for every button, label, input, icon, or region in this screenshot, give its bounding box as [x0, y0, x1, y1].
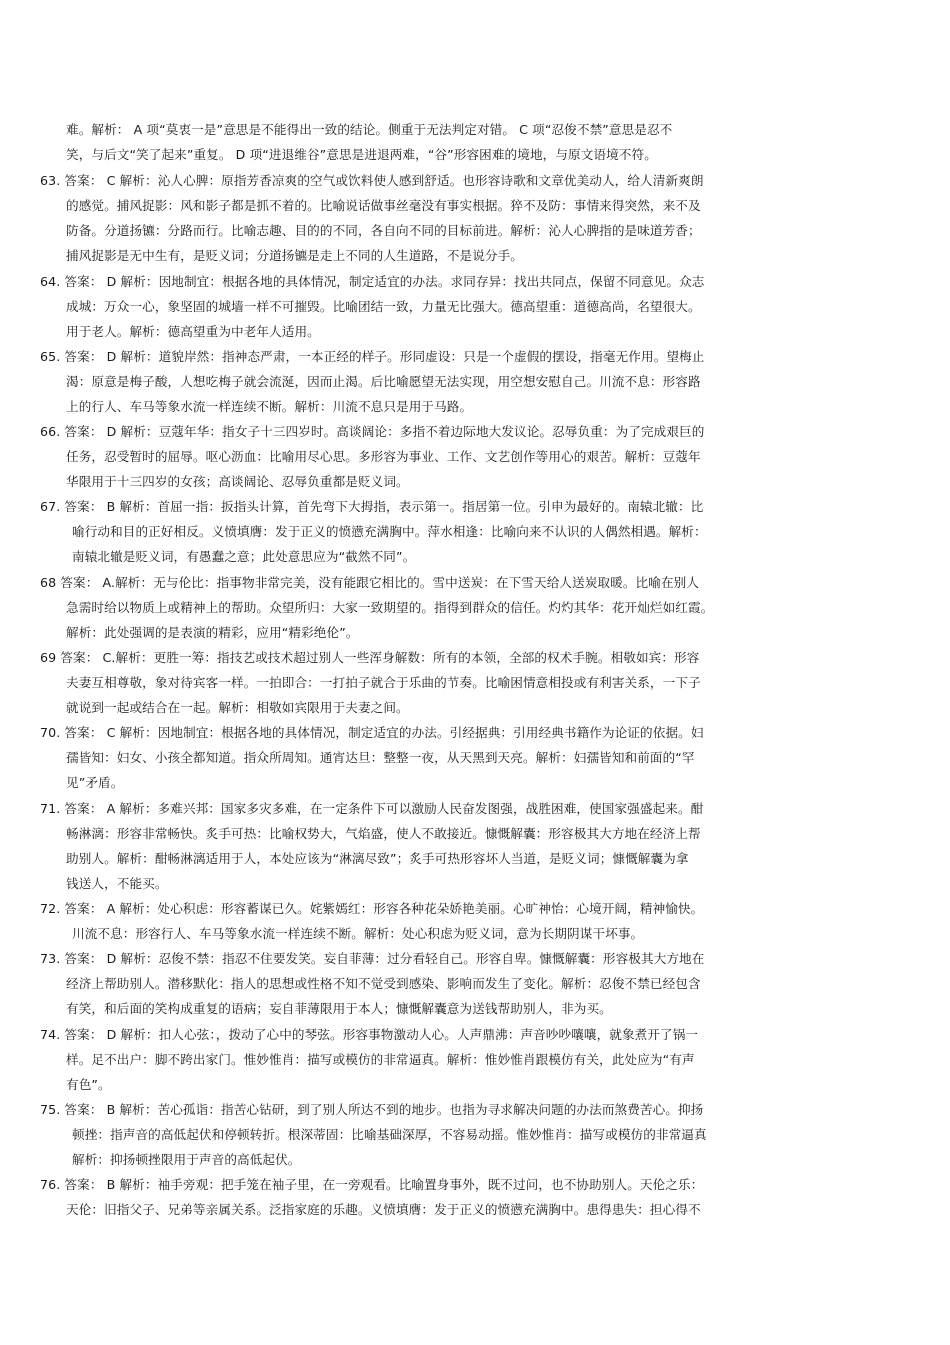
text-line: 用于老人。解析：德高望重为中老年人适用。	[66, 324, 320, 339]
text-line: 喻行动和目的正好相反。义愤填膺：发于正义的愤懑充满胸中。萍水相逢：比喻向来不认识的人偶然相遇。解析：	[72, 524, 707, 539]
text-line: 急需时给以物质上或精神上的帮助。众望所归：大家一致期望的。指得到群众的信任。灼灼其华：花开灿烂如红霞。	[66, 600, 714, 615]
text-line: 65. 答案： D 解析：道貌岸然：指神态严肃，一本正经的样子。形同虚设：只是一个虚假的摆设，指毫无作用。望梅止	[40, 349, 705, 364]
text-line: 畅淋漓：形容非常畅快。炙手可热：比喻权势大，气焰盛，使人不敢接近。慷慨解囊：形容极其大方地在经济上帮	[66, 826, 701, 841]
text-line: 钱送人，不能买。	[66, 876, 168, 891]
text-line: 63. 答案： C 解析：沁人心脾：原指芳香凉爽的空气或饮料使人感到舒适。也形容诗歌和文章优美动人，给人清新爽朗	[40, 173, 704, 188]
text-line: 渴：原意是梅子酸，人想吃梅子就会流涎，因而止渴。后比喻愿望无法实现，用空想安慰自己。川流不息：形容路	[66, 374, 701, 389]
text-line: 夫妻互相尊敬，象对待宾客一样。一拍即合：一打拍子就合于乐曲的节奏。比喻困情意相投或有利害关系，一下子	[66, 675, 701, 690]
text-line: 76. 答案： B 解析：袖手旁观：把手笼在袖子里，在一旁观看。比喻置身事外，既不过问，也不协助别人。天伦之乐：	[40, 1177, 704, 1192]
text-line: 难。解析： A 项“莫衷一是”意思是不能得出一致的结论。侧重于无法判定对错。 C 项“忍俊不禁”意思是忍不	[66, 122, 673, 137]
text-line: 任务，忍受暂时的屈辱。呕心沥血：比喻用尽心思。多形容为事业、工作、文艺创作等用心的艰苦。解析：豆蔻年	[66, 449, 701, 464]
text-line: 73. 答案： D 解析：忍俊不禁：指忍不住要发笑。妄自菲薄：过分看轻自己。形容自卑。慷慨解囊：形容极其大方地在	[40, 951, 705, 966]
text-line: 顿挫：指声音的高低起伏和停顿转折。根深蒂固：比喻基础深厚，不容易动摇。惟妙惟肖：描写或模仿的非常逼真	[72, 1127, 707, 1142]
text-line: 有笑，和后面的笑构成重复的语病；妄自菲薄限用于本人；慷慨解囊意为送钱帮助别人，非为买。	[66, 1001, 612, 1016]
text-line: 见”矛盾。	[66, 775, 124, 790]
text-line: 捕风捉影是无中生有，是贬义词；分道扬镳是走上不同的人生道路，不是说分手。	[66, 248, 523, 263]
text-line: 防备。分道扬镳：分路而行。比喻志趣、目的的不同，各自向不同的目标前进。解析：沁人心脾指的是味道芳香；	[66, 223, 701, 238]
text-line: 成城：万众一心，象坚固的城墙一样不可摧毁。比喻团结一致，力量无比强大。德高望重：道德高尚，名望很大。	[66, 299, 701, 314]
text-line: 南辕北辙是贬义词，有愚蠢之意；此处意思应为“截然不同”。	[72, 549, 416, 564]
text-line: 66. 答案： D 解析：豆蔻年华：指女子十三四岁时。高谈阔论：多指不着边际地大发议论。忍辱负重：为了完成艰巨的	[40, 424, 705, 439]
text-line: 75. 答案： B 解析：苦心孤诣：指苦心钻研，到了别人所达不到的地步。也指为寻求解决问题的办法而煞费苦心。抑扬	[40, 1102, 704, 1117]
text-line: 就说到一起或结合在一起。解析：相敬如宾限用于夫妻之间。	[66, 700, 409, 715]
text-line: 孺皆知：妇女、小孩全都知道。指众所周知。通宵达旦：整整一夜，从天黑到天亮。解析：妇孺皆知和前面的“罕	[66, 750, 695, 765]
text-line: 67. 答案： B 解析：首屈一指：扳指头计算，首先弯下大拇指，表示第一。指居第一位。引申为最好的。南辕北辙：比	[40, 499, 704, 514]
text-line: 解析：此处强调的是表演的精彩，应用“精彩绝伦”。	[66, 625, 359, 640]
text-line: 64. 答案： D 解析：因地制宜：根据各地的具体情况，制定适宜的办法。求同存异：找出共同点，保留不同意见。众志	[40, 274, 705, 289]
text-line: 经济上帮助别人。潜移默化：指人的思想或性格不知不觉受到感染、影响而发生了变化。解析：忍俊不禁已经包含	[66, 976, 701, 991]
text-line: 72. 答案： A 解析：处心积虑：形容蓄谋已久。姹紫嫣红：形容各种花朵娇艳美丽。心旷神怡：心境开阔，精神愉快。	[40, 901, 704, 916]
text-line: 有色”。	[66, 1077, 111, 1092]
text-line: 解析：抑扬顿挫限用于声音的高低起伏。	[72, 1152, 301, 1167]
text-line: 70. 答案： C 解析：因地制宜：根据各地的具体情况，制定适宜的办法。引经据典：引用经典书籍作为论证的依据。妇	[40, 725, 704, 740]
text-line: 样。足不出户：脚不跨出家门。惟妙惟肖：描写或模仿的非常逼真。解析：惟妙惟肖跟模仿有关，此处应为“有声	[66, 1052, 695, 1067]
text-line: 笑，与后文“笑了起来”重复。 D 项“进退维谷”意思是进退两难，“谷”形容困难的境地，与原文语境不符。	[66, 147, 657, 162]
text-line: 上的行人、车马等象水流一样连续不断。解析：川流不息只是用于马路。	[66, 399, 473, 414]
text-line: 天伦：旧指父子、兄弟等亲属关系。泛指家庭的乐趣。义愤填膺：发于正义的愤懑充满胸中。患得患失：担心得不	[66, 1202, 701, 1217]
text-line: 68 答案： A.解析：无与伦比：指事物非常完美，没有能跟它相比的。雪中送炭：在下雪天给人送炭取暖。比喻在别人	[40, 575, 700, 590]
text-line: 69 答案： C.解析：更胜一筹：指技艺或技术超过别人一些浑身解数：所有的本领，全部的权术手腕。相敬如宾：形容	[40, 650, 700, 665]
text-line: 助别人。解析：酣畅淋漓适用于人，本处应该为“淋漓尽致”；炙手可热形容坏人当道，是贬义词；慷慨解囊为拿	[66, 851, 689, 866]
text-line: 71. 答案： A 解析：多难兴邦：国家多灾多难，在一定条件下可以激励人民奋发图强，战胜困难，使国家强盛起来。酣	[40, 801, 704, 816]
text-line: 的感觉。捕风捉影：风和影子都是抓不着的。比喻说话做事丝毫没有事实根据。猝不及防：事情来得突然，来不及	[66, 198, 701, 213]
text-line: 74. 答案： D 解析：扣人心弦：，拨动了心中的琴弦。形容事物激动人心。人声鼎沸：声音吵吵嚷嚷，就象煮开了锅一	[40, 1027, 699, 1042]
text-line: 华限用于十三四岁的女孩；高谈阔论、忍辱负重都是贬义词。	[66, 474, 409, 489]
text-line: 川流不息：形容行人、车马等象水流一样连续不断。解析：处心积虑为贬义词，意为长期阴谋干坏事。	[72, 926, 644, 941]
